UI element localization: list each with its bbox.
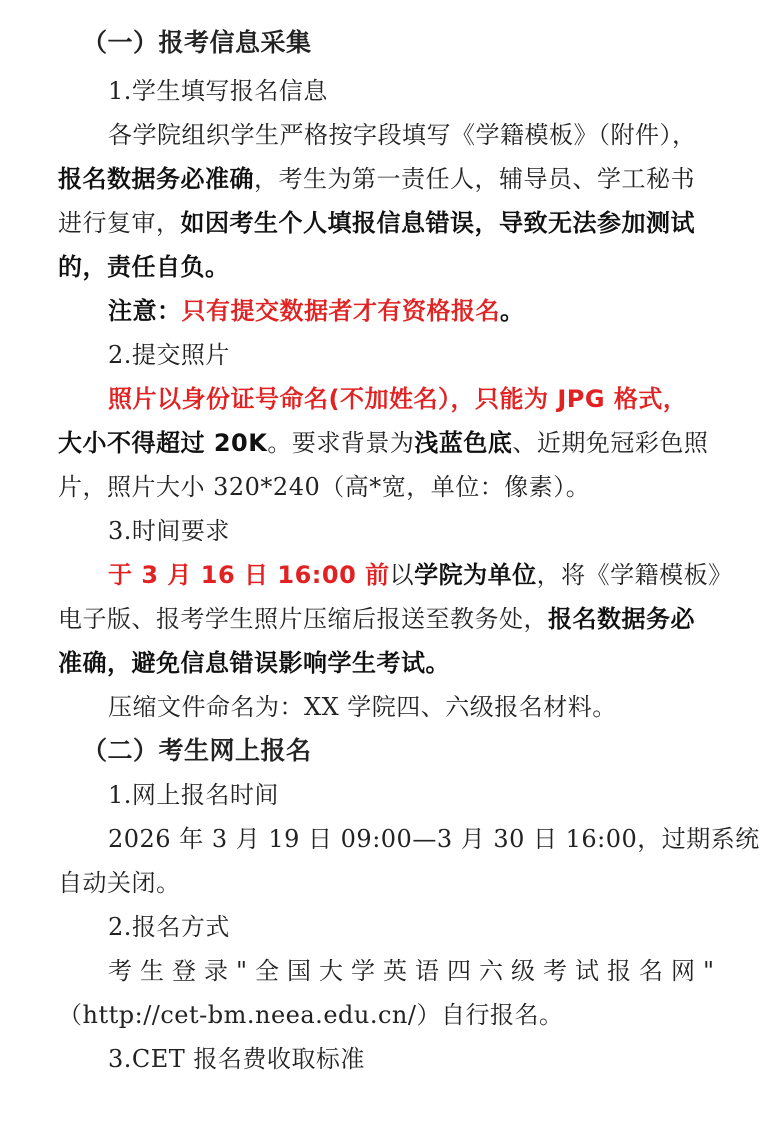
paragraph-line (58, 426, 708, 460)
item-1-heading: 1.学生填写报名信息 (108, 77, 328, 105)
item-3-heading: 3.CET 报名费收取标准 (108, 1045, 365, 1073)
paragraph-line: 压缩文件命名为：XX 学院四、六级报名材料。 (108, 693, 617, 721)
item-2-heading: 2.报名方式 (108, 913, 230, 941)
item-2-heading: 2.提交照片 (108, 341, 230, 369)
body-text: 。要求背景为 (267, 429, 415, 457)
paragraph-line: 考生登录"全国大学英语四六级考试报名网" (108, 957, 723, 985)
photo-requirement-red: 照片以身份证号命名(不加姓名），只能为 JPG 格式， (108, 385, 688, 413)
section-1-title: （一）报考信息采集 (82, 28, 312, 57)
paragraph-line (58, 206, 695, 240)
deadline-red-text: 于 3 月 16 日 16:00 前 (108, 561, 390, 589)
paragraph-line: 2026 年 3 月 19 日 09:00—3 月 30 日 16:00，过期系统 (108, 825, 760, 853)
section-2-title: （二）考生网上报名 (82, 736, 312, 765)
body-text: 进行复审， (58, 209, 181, 237)
registration-url-line: （http://cet-bm.neea.edu.cn/）自行报名。 (58, 1001, 564, 1029)
emphasis-text: 报名数据务必 (548, 605, 695, 633)
paragraph-line (58, 162, 695, 196)
note-label: 注意： (108, 297, 182, 325)
paragraph-line: 自动关闭。 (58, 869, 181, 897)
body-text: 电子版、报考学生照片压缩后报送至教务处， (58, 605, 548, 633)
body-text: ，考生为第一责任人，辅导员、学工秘书 (254, 165, 695, 193)
body-text: 以 (389, 561, 415, 589)
emphasis-text: 学院为单位 (414, 561, 537, 589)
paragraph-line: 各学院组织学生严格按字段填写《学籍模板》（附件）， (108, 121, 697, 149)
body-text: 、近期免冠彩色照 (512, 429, 709, 457)
note-end: 。 (500, 297, 525, 325)
note-line (108, 294, 525, 328)
paragraph-line (58, 602, 695, 636)
note-warning-text: 只有提交数据者才有资格报名 (181, 297, 500, 325)
emphasis-text: 准确，避免信息错误影响学生考试。 (58, 649, 450, 677)
emphasis-text: 报名数据务必准确 (58, 165, 254, 193)
emphasis-text: 的，责任自负。 (58, 253, 230, 281)
emphasis-text: 如因考生个人填报信息错误，导致无法参加测试 (180, 209, 695, 237)
emphasis-text: 浅蓝色底 (414, 429, 513, 457)
emphasis-text: 大小不得超过 20K (58, 429, 268, 457)
body-text: ，将《学籍模板》 (536, 561, 733, 589)
item-3-heading: 3.时间要求 (108, 517, 230, 545)
paragraph-line (108, 558, 733, 592)
item-1-heading: 1.网上报名时间 (108, 781, 279, 809)
paragraph-line: 片，照片大小 320*240（高*宽，单位：像素）。 (58, 473, 591, 501)
